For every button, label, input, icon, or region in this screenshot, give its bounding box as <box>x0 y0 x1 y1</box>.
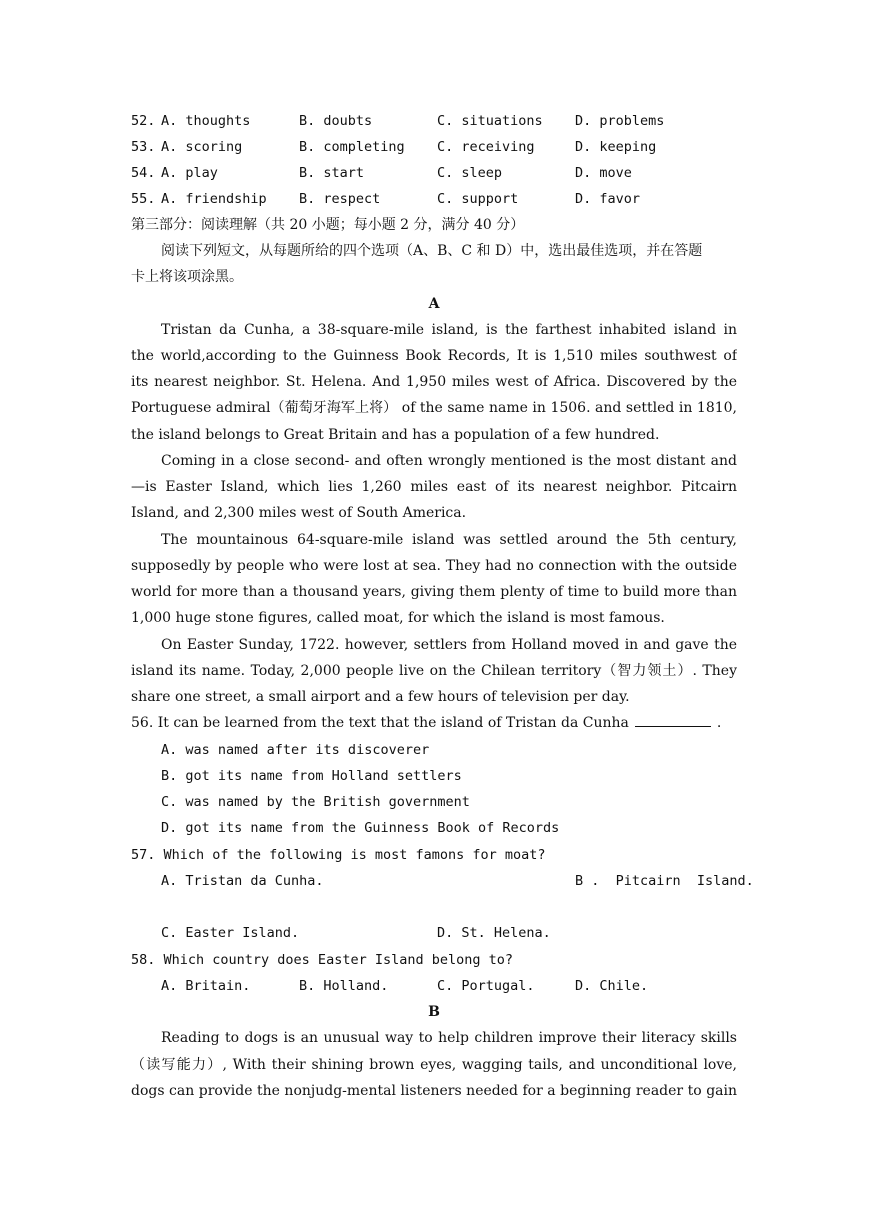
passage-line: The mountainous 64-square-mile island was settled around the 5th century, <box>161 532 737 548</box>
answer-option-b: B . Pitcairn Island. <box>575 873 754 889</box>
option-a: A. scoring <box>161 139 243 155</box>
answer-option-d: D. Chile. <box>575 978 649 994</box>
option-c: C. situations <box>437 113 543 129</box>
option-d: D. keeping <box>575 139 657 155</box>
answer-option-b: B. Holland. <box>299 978 389 994</box>
passage-line: world for more than a thousand years, giving them plenty of time to build more than <box>131 584 737 600</box>
question-58: 58. Which country does Easter Island belong to? <box>131 952 514 968</box>
passage-line: share one street, a small airport and a few hours of television per day. <box>131 689 630 705</box>
section-instruction: 阅读下列短文，从每题所给的四个选项（A、B、C 和 D）中，选出最佳选项，并在答题 <box>161 243 703 259</box>
passage-line: Island, and 2,300 miles west of South America. <box>131 505 467 521</box>
option-row-52 <box>131 110 737 132</box>
answer-blank[interactable] <box>635 714 711 727</box>
answer-option: D. got its name from the Guinness Book of Records <box>161 820 560 836</box>
answer-option: C. was named by the British government <box>161 794 470 810</box>
question-57-options-row1 <box>131 870 754 892</box>
passage-line: the world,according to the Guinness Book Records, It is 1,510 miles southwest of <box>131 348 737 364</box>
option-row-55 <box>131 188 737 210</box>
passage-line: Portuguese admiral（葡萄牙海军上将） of the same name in 1506. and settled in 1810, <box>131 400 737 416</box>
question-57: 57. Which of the following is most famons for moat? <box>131 847 546 863</box>
question-57-options-row2 <box>131 922 737 944</box>
option-row-53 <box>131 136 737 158</box>
answer-option-c: C. Portugal. <box>437 978 535 994</box>
option-d: D. move <box>575 165 632 181</box>
answer-option-d: D. St. Helena. <box>437 925 551 941</box>
answer-option-a: A. Tristan da Cunha. <box>161 873 324 889</box>
question-stem: 56. It can be learned from the text that the island of Tristan da Cunha <box>131 715 629 731</box>
passage-line: Tristan da Cunha, a 38-square-mile island, is the farthest inhabited island in <box>161 322 737 338</box>
option-row-54 <box>131 162 737 184</box>
option-d: D. favor <box>575 191 641 207</box>
option-number: 54. <box>131 165 156 181</box>
answer-option: B. got its name from Holland settlers <box>161 768 462 784</box>
section-instruction-cont: 卡上将该项涂黑。 <box>131 269 243 285</box>
passage-line: its nearest neighbor. St. Helena. And 1,950 miles west of Africa. Discovered by the <box>131 374 737 390</box>
option-b: B. start <box>299 165 365 181</box>
question-58-options <box>131 975 737 997</box>
passage-line: On Easter Sunday, 1722. however, settlers from Holland moved in and gave the <box>161 637 737 653</box>
option-d: D. problems <box>575 113 665 129</box>
passage-label: B <box>428 1004 440 1020</box>
question-56 <box>131 712 737 734</box>
option-c: C. sleep <box>437 165 503 181</box>
answer-option-a: A. Britain. <box>161 978 251 994</box>
question-end: . <box>716 715 722 731</box>
option-a: A. thoughts <box>161 113 251 129</box>
passage-line: （读写能力）, With their shining brown eyes, wagging tails, and unconditional love, <box>131 1057 737 1073</box>
option-c: C. support <box>437 191 519 207</box>
option-a: A. play <box>161 165 218 181</box>
option-a: 52. <box>131 113 156 129</box>
passage-line: Coming in a close second- and often wrongly mentioned is the most distant and <box>161 453 737 469</box>
section-heading: 第三部分：阅读理解（共 20 小题；每小题 2 分，满分 40 分） <box>131 217 525 233</box>
passage-line: 1,000 huge stone figures, called moat, for which the island is most famous. <box>131 610 665 626</box>
answer-option: A. was named after its discoverer <box>161 742 430 758</box>
option-number: 53. <box>131 139 156 155</box>
passage-line: —is Easter Island, which lies 1,260 miles east of its nearest neighbor. Pitcairn <box>131 479 737 495</box>
passage-line: the island belongs to Great Britain and has a population of a few hundred. <box>131 427 660 443</box>
answer-option-c: C. Easter Island. <box>161 925 300 941</box>
passage-label: A <box>428 296 440 312</box>
passage-line: island its name. Today, 2,000 people live on the Chilean territory（智力领土）. They <box>131 663 737 679</box>
option-c: C. receiving <box>437 139 535 155</box>
option-b: B. respect <box>299 191 381 207</box>
passage-line: dogs can provide the nonjudg-mental listeners needed for a beginning reader to gain <box>131 1083 737 1099</box>
option-a: A. friendship <box>161 191 267 207</box>
passage-line: Reading to dogs is an unusual way to help children improve their literacy skills <box>161 1030 737 1046</box>
option-number: 55. <box>131 191 156 207</box>
passage-line: supposedly by people who were lost at sea. They had no connection with the outside <box>131 558 737 574</box>
option-b: B. doubts <box>299 113 373 129</box>
option-b: B. completing <box>299 139 405 155</box>
